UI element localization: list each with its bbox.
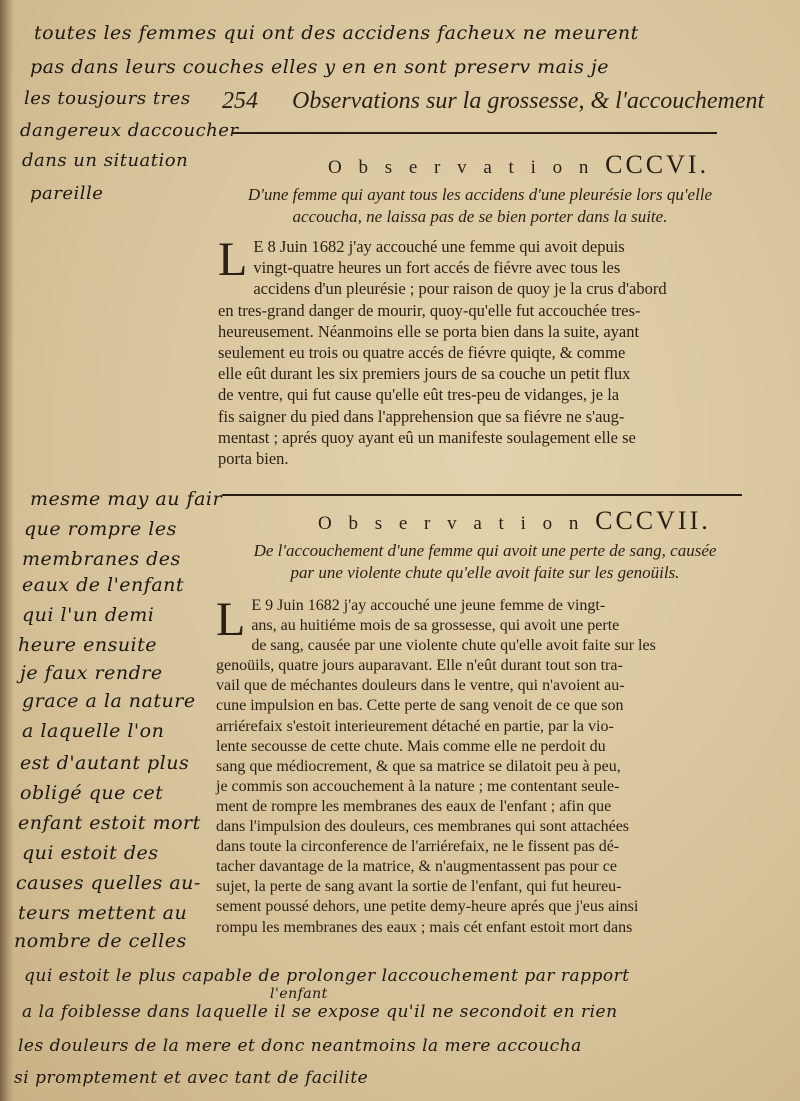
handwritten-bottom-4: si promptement et avec tant de facilite [14, 1068, 369, 1088]
margin-note-13: qui estoit des [22, 842, 159, 864]
page-number: 254 [222, 88, 258, 114]
handwritten-line-4: dangereux daccoucher [20, 120, 239, 141]
observation-307-title: O b s e r v a t i o n CCCVII. [318, 506, 711, 535]
margin-note-5: qui l'un demi [22, 604, 155, 626]
margin-note-14: causes quelles au- [16, 872, 201, 894]
section-rule [222, 494, 742, 496]
observation-307-body: L E 9 Juin 1682 j'ay accouché une jeune femme de vingt- ans, au huitiéme mois de sa grossesse, qui avoit une perte de sang, causée par une violente chute qu'elle avoit faite sur les genoüils, quatre jours auparavant. Elle n'eût durant tout son tra- vail que de méchantes douleurs dans le ventre, qui n'avoient au- cune impulsion en bas. Cette perte de sang venoit de ce que son arriérefaix s'estoit interieurement détaché en partie, par la vio- lente secousse de cette chute. Mais comme elle ne perdoit du sang que médiocrement, & que sa matrice se dilatoit peu à peu, je commis son accouchement à la nature ; me contentant seule- ment de rompre les membranes des eaux de l'enfant ; afin que dans l'impulsion des douleurs, ces membranes qui sont attachées dans toute la circonference de l'arriérefaix, ne le fissent pas dé- tacher davantage de la matrice, & n'augmentassent pas pour ce sujet, la perte de sang avant la sortie de l'enfant, qui fut heureu- sement poussé dehors, une petite demy-heure aprés que j'eus ainsi rompu les membranes des eaux ; mais cét enfant estoit mort dans [216, 593, 656, 936]
handwritten-line-5: dans un situation [22, 150, 189, 171]
dropcap: L [218, 233, 248, 286]
page-gutter [0, 0, 14, 1101]
handwritten-bottom-1: qui estoit le plus capable de prolonger laccouchement par rapport [24, 966, 630, 986]
handwritten-line-6: pareille [30, 183, 104, 204]
margin-note-11: obligé que cet [20, 782, 164, 804]
handwritten-bottom-2: a la foiblesse dans laquelle il se expose qu'il ne secondoit en rien [22, 1002, 618, 1022]
margin-note-4: eaux de l'enfant [22, 574, 185, 596]
observation-307-subtitle: De l'accouchement d'une femme qui avoit une perte de sang, causée par une violente chute qu'elle avoit faite sur les genoüils. [253, 541, 717, 582]
margin-note-3: membranes des [22, 548, 181, 570]
handwritten-line-3: les tousjours tres [24, 88, 191, 109]
margin-note-2: que rompre les [24, 518, 177, 540]
margin-note-6: heure ensuite [18, 634, 158, 656]
running-header [222, 88, 764, 115]
margin-note-9: a laquelle l'on [22, 720, 165, 742]
margin-note-15: teurs mettent au [18, 902, 188, 924]
observation-306-title: O b s e r v a t i o n CCCVI. [328, 150, 710, 179]
margin-note-12: enfant estoit mort [18, 812, 201, 834]
margin-note-7: je faux rendre [20, 662, 163, 684]
margin-note-16: nombre de celles [14, 930, 187, 952]
margin-note-10: est d'autant plus [20, 752, 190, 774]
dropcap: L [216, 593, 246, 646]
handwritten-bottom-3: les douleurs de la mere et donc neantmoins la mere accoucha [18, 1036, 582, 1056]
header-title: Observations sur la grossesse, & l'accouchement [292, 88, 765, 114]
handwritten-insert: l'enfant [270, 986, 328, 1002]
margin-note-8: grace a la nature [22, 690, 196, 712]
margin-note-1: mesme may au fair [30, 488, 223, 510]
handwritten-line-1: toutes les femmes qui ont des accidens facheux ne meurent [34, 22, 639, 44]
observation-306-subtitle: D'une femme qui ayant tous les accidens d'une pleurésie lors qu'elle accoucha, ne laissa pas de se bien porter dans la suite. [247, 185, 713, 226]
handwritten-line-2: pas dans leurs couches elles y en en sont preserv mais je [30, 56, 609, 78]
header-rule [232, 132, 717, 134]
observation-306-body: L E 8 Juin 1682 j'ay accouché une femme qui avoit depuis vingt-quatre heures un fort accés de fiévre avec tous les accidens d'un pleurésie ; pour raison de quoy je la crus d'abord en tres-grand danger de mourir, quoy-qu'elle fut accouchée tres- heureusement. Néanmoins elle se porta bien dans la suite, ayant seulement eu trois ou quatre accés de fiévre quiqte, & comme elle eût durant les six premiers jours de sa couche un petit flux de ventre, qui fut cause qu'elle eût tres-peu de vidanges, je la fis saigner du pied dans l'apprehension que sa fiévre ne s'aug- mentast ; aprés quoy ayant eû un manifeste soulagement elle se porta bien. [218, 233, 667, 469]
